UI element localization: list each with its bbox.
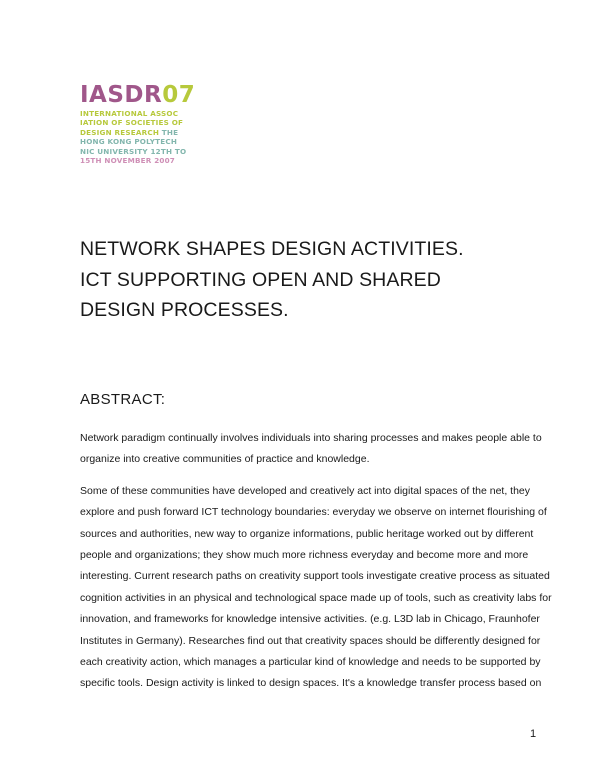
logo-tagline-line <box>80 128 190 137</box>
logo-tagline <box>80 109 190 165</box>
abstract-body <box>80 428 552 695</box>
logo-tagline-text: NIC UNIVERSITY 12TH TO <box>80 146 187 156</box>
abstract-line: specific tools. Design activity is linked to design spaces. It's a knowledge transfer process based on <box>80 677 542 690</box>
abstract-line: cognition activities in an physical and technological space made up of tools, such as creativity labs for <box>80 591 552 604</box>
logo-tagline-text: INTERNATIONAL ASSOC <box>80 109 179 118</box>
abstract-line: innovation, and frameworks for knowledge intensive activities. (e.g. L3D lab in Chicago, Fraunhofer <box>80 613 540 626</box>
title-line: ICT SUPPORTING OPEN AND SHARED <box>80 268 441 291</box>
abstract-line: Network paradigm continually involves individuals into sharing processes and makes people able to <box>80 432 542 444</box>
logo-tagline-line <box>80 109 190 118</box>
logo-tagline-text: THE <box>159 127 179 137</box>
abstract-line: interesting. Current research paths on creativity support tools investigate creative process as situated <box>80 570 550 583</box>
abstract-line: organize into creative communities of practice and knowledge. <box>80 453 370 466</box>
logo-tagline-line <box>80 147 190 156</box>
abstract-heading: ABSTRACT: <box>80 391 166 408</box>
title-line: DESIGN PROCESSES. <box>80 299 289 321</box>
logo-wordmark <box>80 82 196 108</box>
title-line: NETWORK SHAPES DESIGN ACTIVITIES. <box>80 238 464 260</box>
paper-title <box>80 234 540 326</box>
logo-brand: IASDR <box>80 82 163 108</box>
abstract-line: each creativity action, which manages a particular kind of knowledge and needs to be supported by <box>80 656 541 669</box>
logo-tagline-text: IATION OF SOCIETIES OF <box>80 118 184 128</box>
logo-year: 07 <box>162 82 196 108</box>
abstract-line: people and organizations; they show much more richness everyday and become more and more <box>80 549 529 562</box>
iasdr-logo <box>80 82 196 166</box>
abstract-line: Institutes in Germany). Researches find out that creativity spaces should be differently designed for <box>80 634 541 647</box>
abstract-paragraph <box>80 481 552 695</box>
logo-tagline-text: 15TH NOVEMBER 2007 <box>80 156 176 166</box>
logo-tagline-text: HONG KONG POLYTECH <box>80 137 178 147</box>
abstract-paragraph <box>80 428 542 471</box>
abstract-line: sources and authorities, new way to organize informations, public heritage worked out by different <box>80 527 534 540</box>
logo-tagline-line <box>80 137 190 146</box>
logo-tagline-line <box>80 118 190 127</box>
logo-tagline-text: DESIGN RESEARCH <box>80 127 160 137</box>
abstract-line: explore and push forward ICT technology boundaries: everyday we observe on internet flourishing of <box>80 506 547 519</box>
page-number: 1 <box>530 728 537 740</box>
logo-tagline-line <box>80 156 190 165</box>
abstract-line: Some of these communities have developed and creatively act into digital spaces of the net, they <box>80 484 531 497</box>
